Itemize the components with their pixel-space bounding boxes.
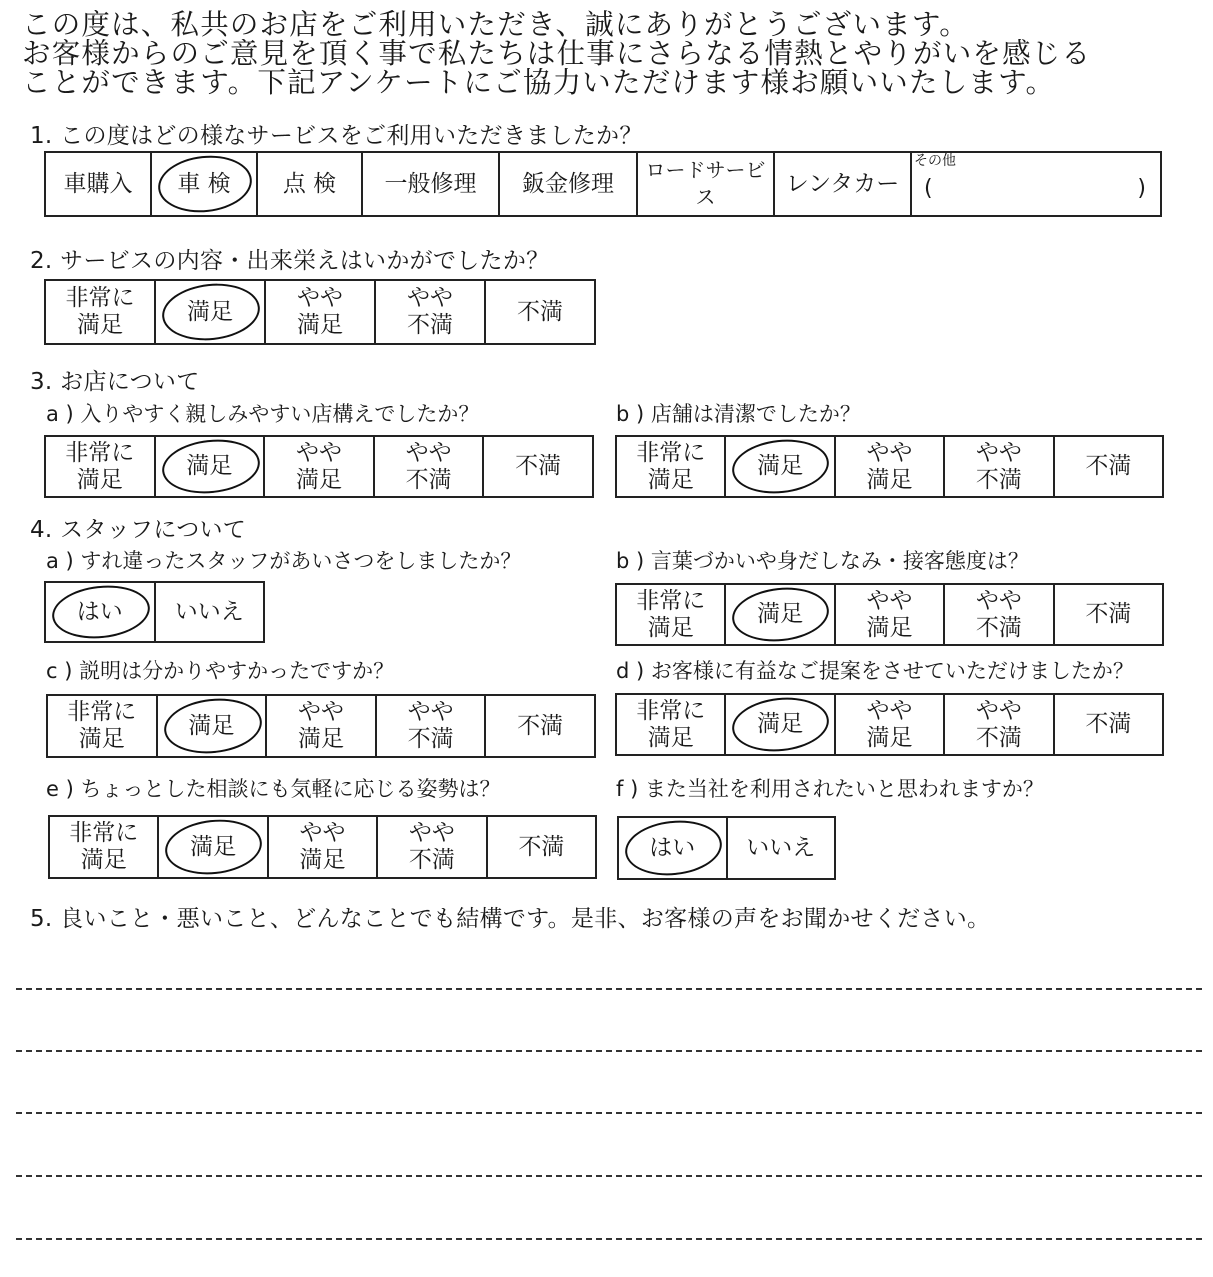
rating-option[interactable]: やや 不満	[945, 585, 1054, 644]
rating-option[interactable]: 不満	[515, 453, 562, 479]
yesno-option[interactable]: いいえ	[746, 834, 816, 861]
q5-title: 5. 良いこと・悪いこと、どんなことでも結構です。是非、お客様の声をお聞かせください。	[30, 906, 991, 932]
q4a-label: a ) すれ違ったスタッフがあいさつをしましたか？	[46, 549, 522, 573]
q4e-label: e ) ちょっとした相談にも気軽に応じる姿勢は？	[46, 777, 501, 801]
rating-option[interactable]: 満足	[156, 437, 266, 496]
q1-title: 1. この度はどの様なサービスをご利用いただきましたか？	[30, 123, 643, 149]
q4a-yesno	[44, 581, 265, 643]
q3b-rating	[615, 435, 1164, 498]
comment-line	[16, 1175, 1202, 1177]
rating-option[interactable]: やや 満足	[267, 696, 377, 756]
rating-option[interactable]: 満足	[158, 696, 268, 756]
rating-option[interactable]: 非常に 満足	[617, 437, 726, 496]
q1-option[interactable]: 鈑金修理	[500, 153, 638, 215]
rating-option[interactable]: やや 不満	[377, 696, 487, 756]
rating-option[interactable]: 非常に 満足	[617, 585, 726, 644]
rating-option[interactable]: 不満	[1085, 453, 1132, 479]
rating-option[interactable]: やや 満足	[269, 817, 378, 877]
q1-option[interactable]: 一般修理	[363, 153, 500, 215]
q4b-rating	[615, 583, 1164, 646]
rating-option[interactable]: やや 満足	[836, 585, 945, 644]
rating-option[interactable]: やや 不満	[376, 281, 486, 343]
rating-option[interactable]: 満足	[156, 281, 266, 343]
q2-title: 2. サービスの内容・出来栄えはいかがでしたか？	[30, 248, 550, 274]
rating-option[interactable]: 非常に 満足	[46, 437, 156, 496]
rating-option[interactable]: 非常に 満足	[46, 281, 156, 343]
rating-option[interactable]: 満足	[726, 437, 835, 496]
yesno-option[interactable]: はい	[619, 818, 728, 878]
intro-line-3: ことができます。下記アンケートにご協力いただけます様お願いいたします。	[22, 68, 1056, 97]
q1-option[interactable]: 車 検	[152, 153, 258, 215]
q4f-yesno	[617, 816, 836, 880]
rating-option[interactable]: 非常に 満足	[50, 817, 159, 877]
rating-option[interactable]: 満足	[159, 817, 268, 877]
q3b-label: b ) 店舗は清潔でしたか？	[616, 402, 861, 426]
yesno-option[interactable]: いいえ	[174, 598, 244, 625]
q1-other[interactable]	[912, 153, 1160, 215]
intro-line-2: お客様からのご意見を頂く事で私たちは仕事にさらなる情熱とやりがいを感じる	[22, 39, 1092, 68]
rating-option[interactable]: やや 満足	[836, 437, 945, 496]
q4d-rating	[615, 693, 1164, 756]
rating-option[interactable]: やや 満足	[265, 437, 375, 496]
q3a-label: a ) 入りやすく親しみやすい店構えでしたか？	[46, 402, 480, 426]
intro-line-1: この度は、私共のお店をご利用いただき、誠にありがとうございます。	[22, 10, 969, 39]
q1-option[interactable]: 車購入	[46, 153, 152, 215]
rating-option[interactable]: やや 不満	[378, 817, 487, 877]
q4f-label: f ) また当社を利用されたいと思われますか？	[616, 777, 1044, 801]
comment-line	[16, 988, 1202, 990]
rating-option[interactable]: やや 満足	[266, 281, 376, 343]
rating-option[interactable]: やや 不満	[375, 437, 485, 496]
rating-option[interactable]: やや 満足	[836, 695, 945, 754]
q2-rating	[44, 279, 596, 345]
q4c-rating	[46, 694, 596, 758]
rating-option[interactable]: 非常に 満足	[617, 695, 726, 754]
comment-line	[16, 1050, 1202, 1052]
q4e-rating	[48, 815, 597, 879]
rating-option[interactable]: 満足	[726, 585, 835, 644]
intro-text	[22, 10, 1202, 97]
comment-line	[16, 1112, 1202, 1114]
comment-line	[16, 1238, 1202, 1240]
q4b-label: b ) 言葉づかいや身だしなみ・接客態度は？	[616, 549, 1029, 573]
rating-option[interactable]: 満足	[726, 695, 835, 754]
q3-title: 3. お店について	[30, 369, 200, 395]
other-label: その他	[914, 153, 956, 169]
rating-option[interactable]: 不満	[1085, 601, 1132, 627]
yesno-option[interactable]: はい	[46, 583, 156, 641]
rating-option[interactable]: 不満	[517, 298, 563, 325]
q1-option[interactable]: 点 検	[258, 153, 363, 215]
q3a-rating	[44, 435, 594, 498]
rating-option[interactable]: やや 不満	[945, 695, 1054, 754]
q4d-label: d ) お客様に有益なご提案をさせていただけましたか？	[616, 659, 1134, 683]
rating-option[interactable]: やや 不満	[945, 437, 1054, 496]
rating-option[interactable]: 非常に 満足	[48, 696, 158, 756]
rating-option[interactable]: 不満	[518, 833, 565, 860]
q1-service-options	[44, 151, 1162, 217]
q4c-label: c ) 説明は分かりやすかったですか？	[46, 659, 395, 683]
q4-title: 4. スタッフについて	[30, 517, 247, 543]
rating-option[interactable]: 不満	[1085, 711, 1132, 737]
other-input[interactable]: ( )	[924, 176, 1146, 201]
q1-option[interactable]: レンタカー	[775, 153, 912, 215]
rating-option[interactable]: 不満	[517, 712, 564, 739]
q1-option[interactable]: ロードサービス	[638, 153, 775, 215]
